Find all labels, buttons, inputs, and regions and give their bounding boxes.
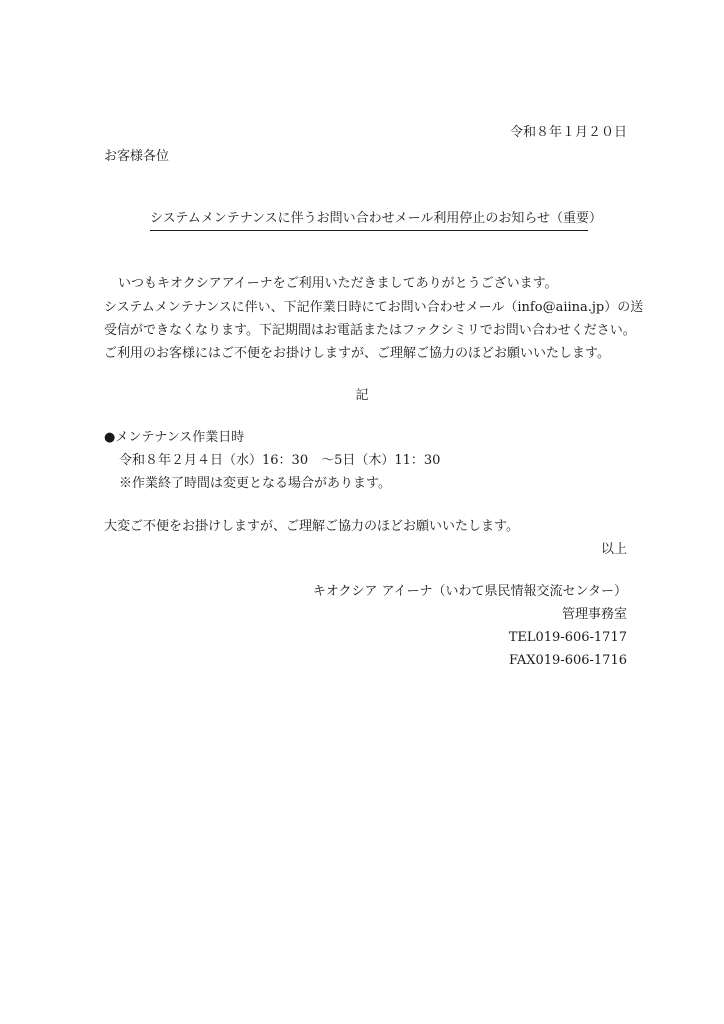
sender-office: 管理事務室 <box>561 607 627 622</box>
body-line: いつもキオクシアアイーナをご利用いただきましてありがとうございます。 <box>118 276 558 291</box>
fax-label: FAX <box>508 653 536 668</box>
ki-marker: 記 <box>355 388 369 403</box>
body-line: ご利用のお客様にはご不便をお掛けしますが、ご理解ご協力のほどお願いいたします。 <box>104 346 610 361</box>
sender-fax <box>500 652 628 670</box>
document-title: システムメンテナンスに伴うお問い合わせメール利用停止のお知らせ（重要） <box>150 210 588 231</box>
closing-text: 大変ご不便をお掛けしますが、ご理解ご協力のほどお願いいたします。 <box>104 519 519 534</box>
fax-number: 019-606-1716 <box>535 653 627 668</box>
maintenance-datetime: 令和８年２月４日（水）16：30 ～5日（木）11：30 <box>119 453 441 468</box>
maintenance-note: ※作業終了時間は変更となる場合があります。 <box>119 476 391 491</box>
sender-tel <box>500 629 628 647</box>
body-line: 受信ができなくなります。下記期間はお電話またはファクシミリでお問い合わせください。 <box>104 323 636 338</box>
sender-org: キオクシア アイーナ（いわて県民情報交流センター） <box>312 584 627 599</box>
ijo-marker: 以上 <box>600 542 627 557</box>
body-line: システムメンテナンスに伴い、下記作業日時にてお問い合わせメール（info@aiina.jp）の送 <box>104 300 644 315</box>
maintenance-heading: ●メンテナンス作業日時 <box>104 430 245 445</box>
addressee: お客様各位 <box>104 149 170 164</box>
document-date: 令和８年１月２０日 <box>509 125 627 140</box>
tel-label: TEL <box>508 630 536 645</box>
tel-number: 019-606-1717 <box>535 630 627 645</box>
